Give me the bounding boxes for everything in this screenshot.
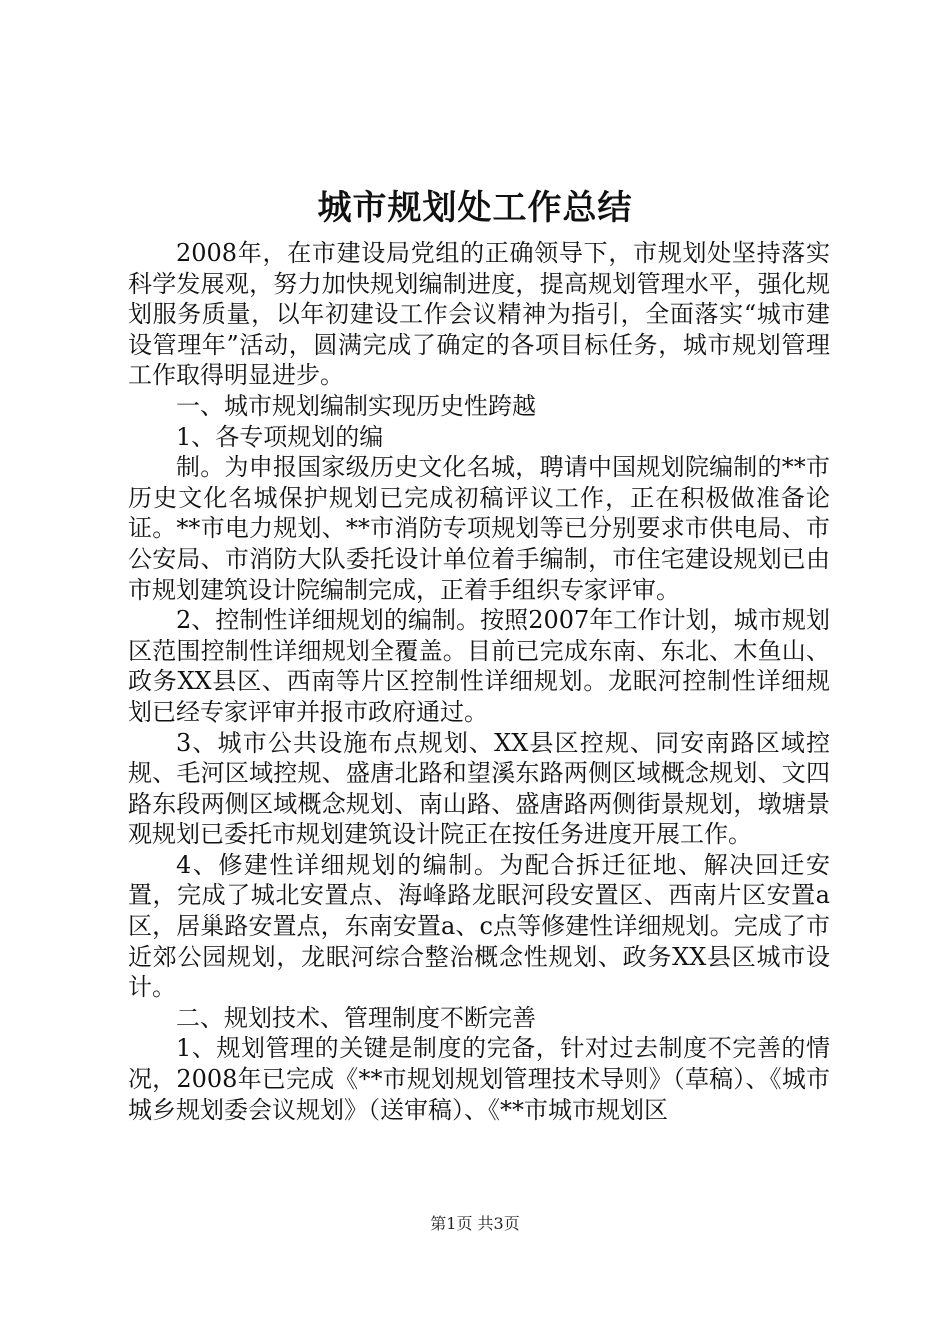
- section-heading-1: 一、城市规划编制实现历史性跨越: [176, 391, 536, 420]
- intro-paragraph: 2008年，在市建设局党组的正确领导下，市规划处坚持落实科学发展观，努力加快规划编制进度，提高规划管理水平，强化规划服务质量，以年初建设工作会议精神为指引，全面落实“城市建设管理年”活动，圆满完成了确定的各项目标任务，城市规划管理工作取得明显进步。: [128, 239, 830, 390]
- paragraph-regulatory-plans: 2、控制性详细规划的编制。按照2007年工作计划，城市规划区范围控制性详细规划全覆盖。目前已完成东南、东北、木鱼山、政务XX县区、西南等片区控制性详细规划。龙眠河控制性详细规划已经专家评审并报市政府通过。: [128, 606, 830, 726]
- paragraph-management-rules: 1、规划管理的关键是制度的完备，针对过去制度不完善的情况，2008年已完成《**市规划规划管理技术导则》（草稿）、《城市城乡规划委会议规划》（送审稿）、《**市城市规划区: [128, 1034, 830, 1124]
- document-body: [128, 238, 830, 1125]
- paragraph-site-plans: 4、修建性详细规划的编制。为配合拆迁征地、解决回迁安置，完成了城北安置点、海峰路龙眠河段安置区、西南片区安置a区，居巢路安置点，东南安置a、c点等修建性详细规划。完成了市近郊公园规划，龙眠河综合整治概念性规划、政务XX县区城市设计。: [128, 850, 830, 1002]
- subsection-heading-1-1: 1、各专项规划的编: [176, 422, 384, 451]
- paragraph-public-facilities: 3、城市公共设施布点规划、XX县区控规、同安南路区域控规、毛河区域控规、盛唐北路和望溪东路两侧区域概念规划、文四路东段两侧区域概念规划、南山路、盛唐路两侧街景规划，墩塘景观规划已委托市规划建筑设计院正在按任务进度开展工作。: [128, 728, 830, 849]
- paragraph-special-plans: 制。为申报国家级历史文化名城，聘请中国规划院编制的**市历史文化名城保护规划已完成初稿评议工作，正在积极做准备论证。**市电力规划、**市消防专项规划等已分别要求市供电局、市公安局、市消防大队委托设计单位着手编制，市住宅建设规划已由市规划建筑设计院编制完成，正着手组织专家评审。: [128, 453, 830, 604]
- section-heading-2: 二、规划技术、管理制度不断完善: [176, 1003, 536, 1032]
- page-footer: 第1页 共3页: [430, 1214, 520, 1233]
- document-title: 城市规划处工作总结: [317, 188, 633, 228]
